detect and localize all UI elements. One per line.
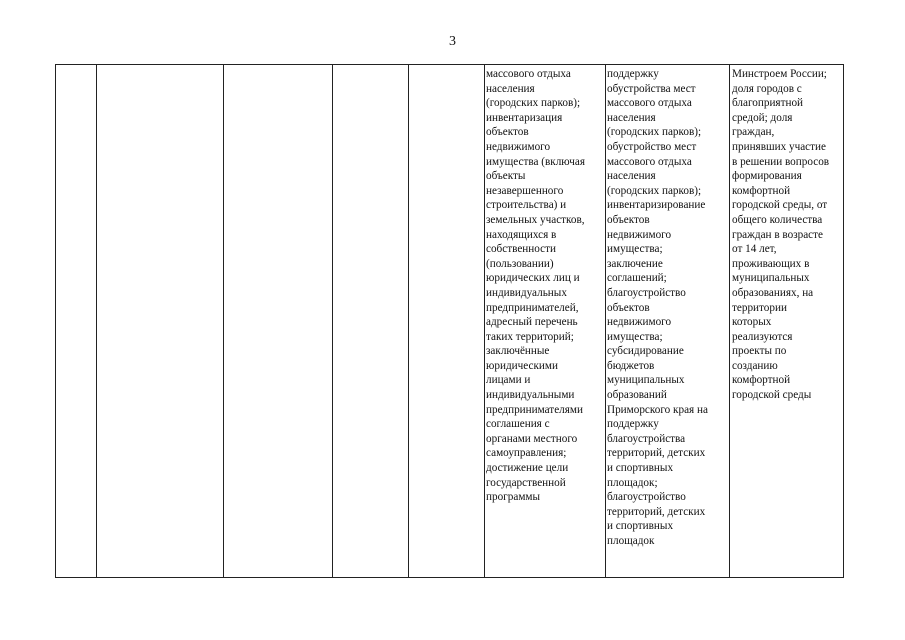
column-divider (223, 65, 224, 577)
table-cell-col7: поддержку обустройства мест массового отдыха населения (городских парков); обустройство мест массового отдыха населения (городских парков); инвентаризирование объектов недвижимого имущества; заключение соглашений; благоустройство объектов недвижимого имущества; субсидирование бюджетов муниципальных образований Приморского края на поддержку благоустройства территорий, детских и спортивных площадок; благоустройство территорий, детских и спортивных площадок (607, 68, 708, 547)
column-divider (96, 65, 97, 577)
column-divider (408, 65, 409, 577)
column-divider (729, 65, 730, 577)
column-divider (484, 65, 485, 577)
column-divider (332, 65, 333, 577)
table-cell-col8: Минстроем России; доля городов с благоприятной средой; доля граждан, принявших участие в решении вопросов формирования комфортной городской среды, от общего количества граждан в возрасте от 14 лет, проживающих в муниципальных образованиях, на территории которых реализуются проекты по созданию комфортной городской среды (732, 68, 830, 402)
continuation-table (55, 64, 844, 578)
column-divider (605, 65, 606, 577)
table-cell-col6: массового отдыха населения (городских парков); инвентаризация объектов недвижимого имущества (включая объекты незавершенного строительства) и земельных участков, находящихся в собственности (пользовании) юридических лиц и индивидуальных предпринимателей, адресный перечень таких территорий; заключённые юридическими лицами и индивидуальными предпринимателями соглашения с органами местного самоуправления; достижение цели государственной программы (486, 68, 585, 504)
page-number: 3 (449, 34, 456, 49)
